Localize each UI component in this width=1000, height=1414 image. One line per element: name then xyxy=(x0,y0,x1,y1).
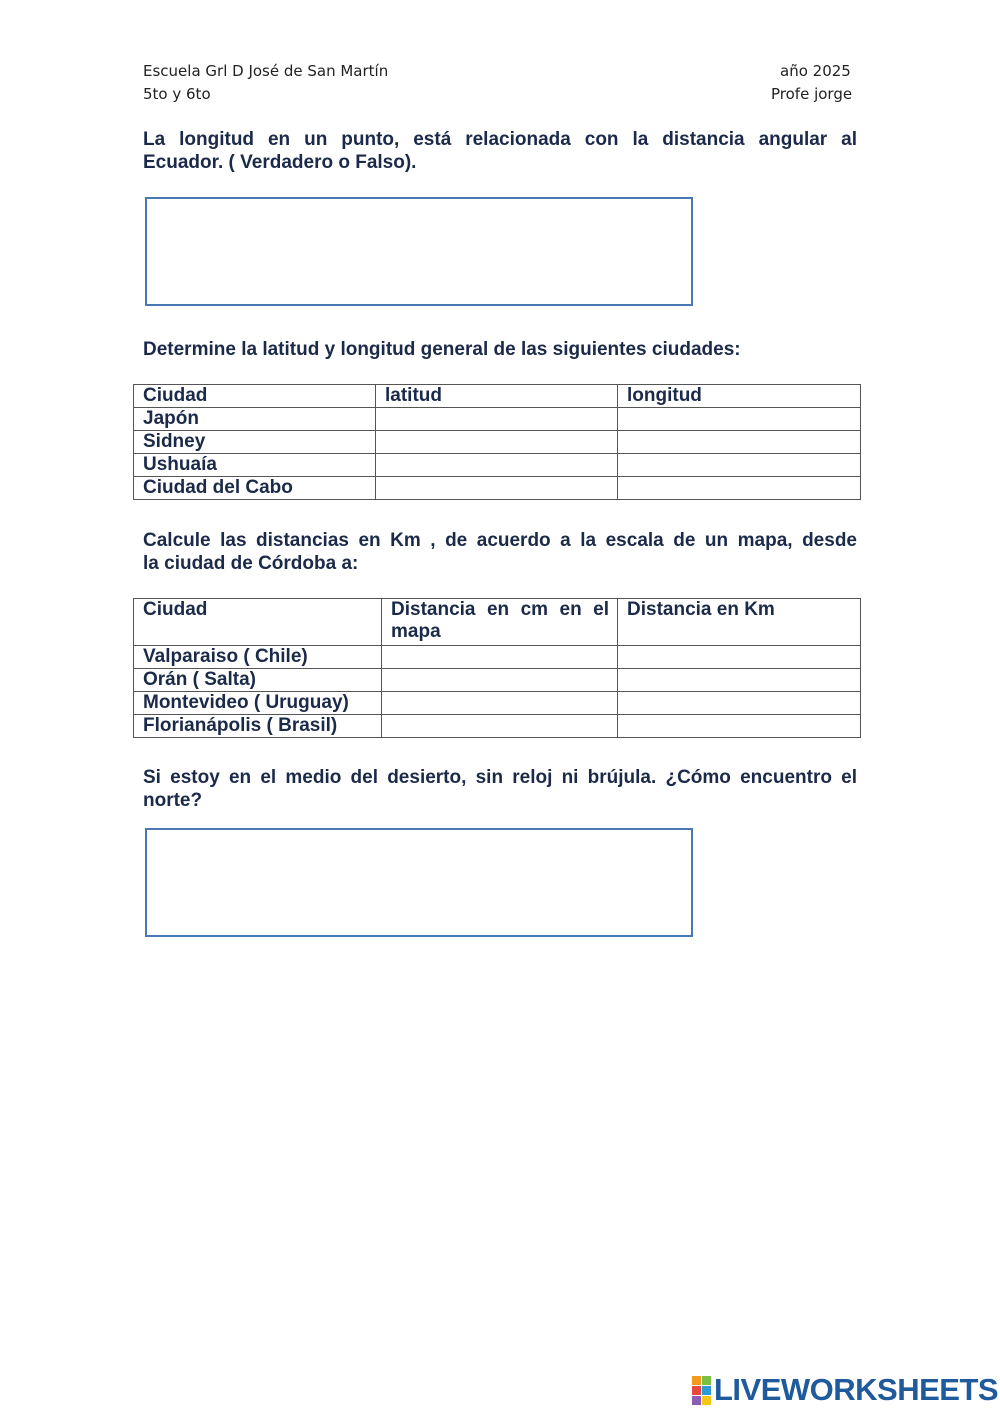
distancia-km-input[interactable] xyxy=(618,692,861,715)
header-ciudad: Ciudad xyxy=(134,385,376,408)
city-cell: Japón xyxy=(134,408,376,431)
header-longitud: longitud xyxy=(618,385,861,408)
answer-box-1[interactable] xyxy=(145,197,693,306)
distancia-km-input[interactable] xyxy=(618,669,861,692)
question-4 xyxy=(143,766,857,812)
school-name: Escuela Grl D José de San Martín xyxy=(143,62,389,80)
distancia-km-input[interactable] xyxy=(618,646,861,669)
question-4-line-2: norte? xyxy=(143,790,203,811)
logo-square xyxy=(692,1376,701,1385)
question-3 xyxy=(143,529,857,575)
table-row xyxy=(134,431,861,454)
table-row xyxy=(134,715,861,738)
liveworksheets-logo-icon xyxy=(692,1376,711,1405)
distancia-km-input[interactable] xyxy=(618,715,861,738)
distancia-cm-input[interactable] xyxy=(382,646,618,669)
distances-table xyxy=(133,598,861,738)
longitud-input[interactable] xyxy=(618,408,861,431)
latitud-input[interactable] xyxy=(376,431,618,454)
city-cell: Valparaiso ( Chile) xyxy=(134,646,382,669)
header-distancia-km: Distancia en Km xyxy=(618,599,861,646)
city-cell: Orán ( Salta) xyxy=(134,669,382,692)
table-row xyxy=(134,692,861,715)
city-cell: Montevideo ( Uruguay) xyxy=(134,692,382,715)
logo-square xyxy=(692,1396,701,1405)
table-row xyxy=(134,454,861,477)
question-1-line-2: Ecuador. ( Verdadero o Falso). xyxy=(143,152,417,173)
distancia-cm-input[interactable] xyxy=(382,692,618,715)
answer-box-2[interactable] xyxy=(145,828,693,937)
table-row xyxy=(134,408,861,431)
logo-square xyxy=(702,1396,711,1405)
city-cell: Ushuaía xyxy=(134,454,376,477)
question-1 xyxy=(143,128,857,174)
logo-square xyxy=(692,1386,701,1395)
city-cell: Ciudad del Cabo xyxy=(134,477,376,500)
table-row xyxy=(134,646,861,669)
latitud-input[interactable] xyxy=(376,477,618,500)
header-ciudad: Ciudad xyxy=(134,599,382,646)
teacher-label: Profe jorge xyxy=(771,85,853,103)
table-header-row xyxy=(134,385,861,408)
year-label: año 2025 xyxy=(780,62,851,80)
longitud-input[interactable] xyxy=(618,454,861,477)
latitud-input[interactable] xyxy=(376,454,618,477)
liveworksheets-brand xyxy=(692,1372,998,1408)
city-cell: Sidney xyxy=(134,431,376,454)
header-distancia-cm: Distancia en cm en el mapa xyxy=(382,599,618,646)
latitud-input[interactable] xyxy=(376,408,618,431)
distancia-cm-input[interactable] xyxy=(382,669,618,692)
question-4-line-1: Si estoy en el medio del desierto, sin reloj ni brújula. ¿Cómo encuentro el xyxy=(143,767,857,788)
logo-square xyxy=(702,1386,711,1395)
distancia-cm-input[interactable] xyxy=(382,715,618,738)
question-2: Determine la latitud y longitud general de las siguientes ciudades: xyxy=(143,339,741,360)
question-3-line-2: la ciudad de Córdoba a: xyxy=(143,553,359,574)
longitud-input[interactable] xyxy=(618,431,861,454)
question-3-line-1: Calcule las distancias en Km , de acuerdo a la escala de un mapa, desde xyxy=(143,530,857,551)
city-cell: Florianápolis ( Brasil) xyxy=(134,715,382,738)
logo-square xyxy=(702,1376,711,1385)
header-latitud: latitud xyxy=(376,385,618,408)
grade-label: 5to y 6to xyxy=(143,85,211,103)
coordinates-table xyxy=(133,384,861,500)
table-row xyxy=(134,669,861,692)
table-header-row xyxy=(134,599,861,646)
question-1-line-1: La longitud en un punto, está relacionada con la distancia angular al xyxy=(143,129,857,150)
liveworksheets-wordmark: LIVEWORKSHEETS xyxy=(714,1372,999,1407)
table-row xyxy=(134,477,861,500)
longitud-input[interactable] xyxy=(618,477,861,500)
